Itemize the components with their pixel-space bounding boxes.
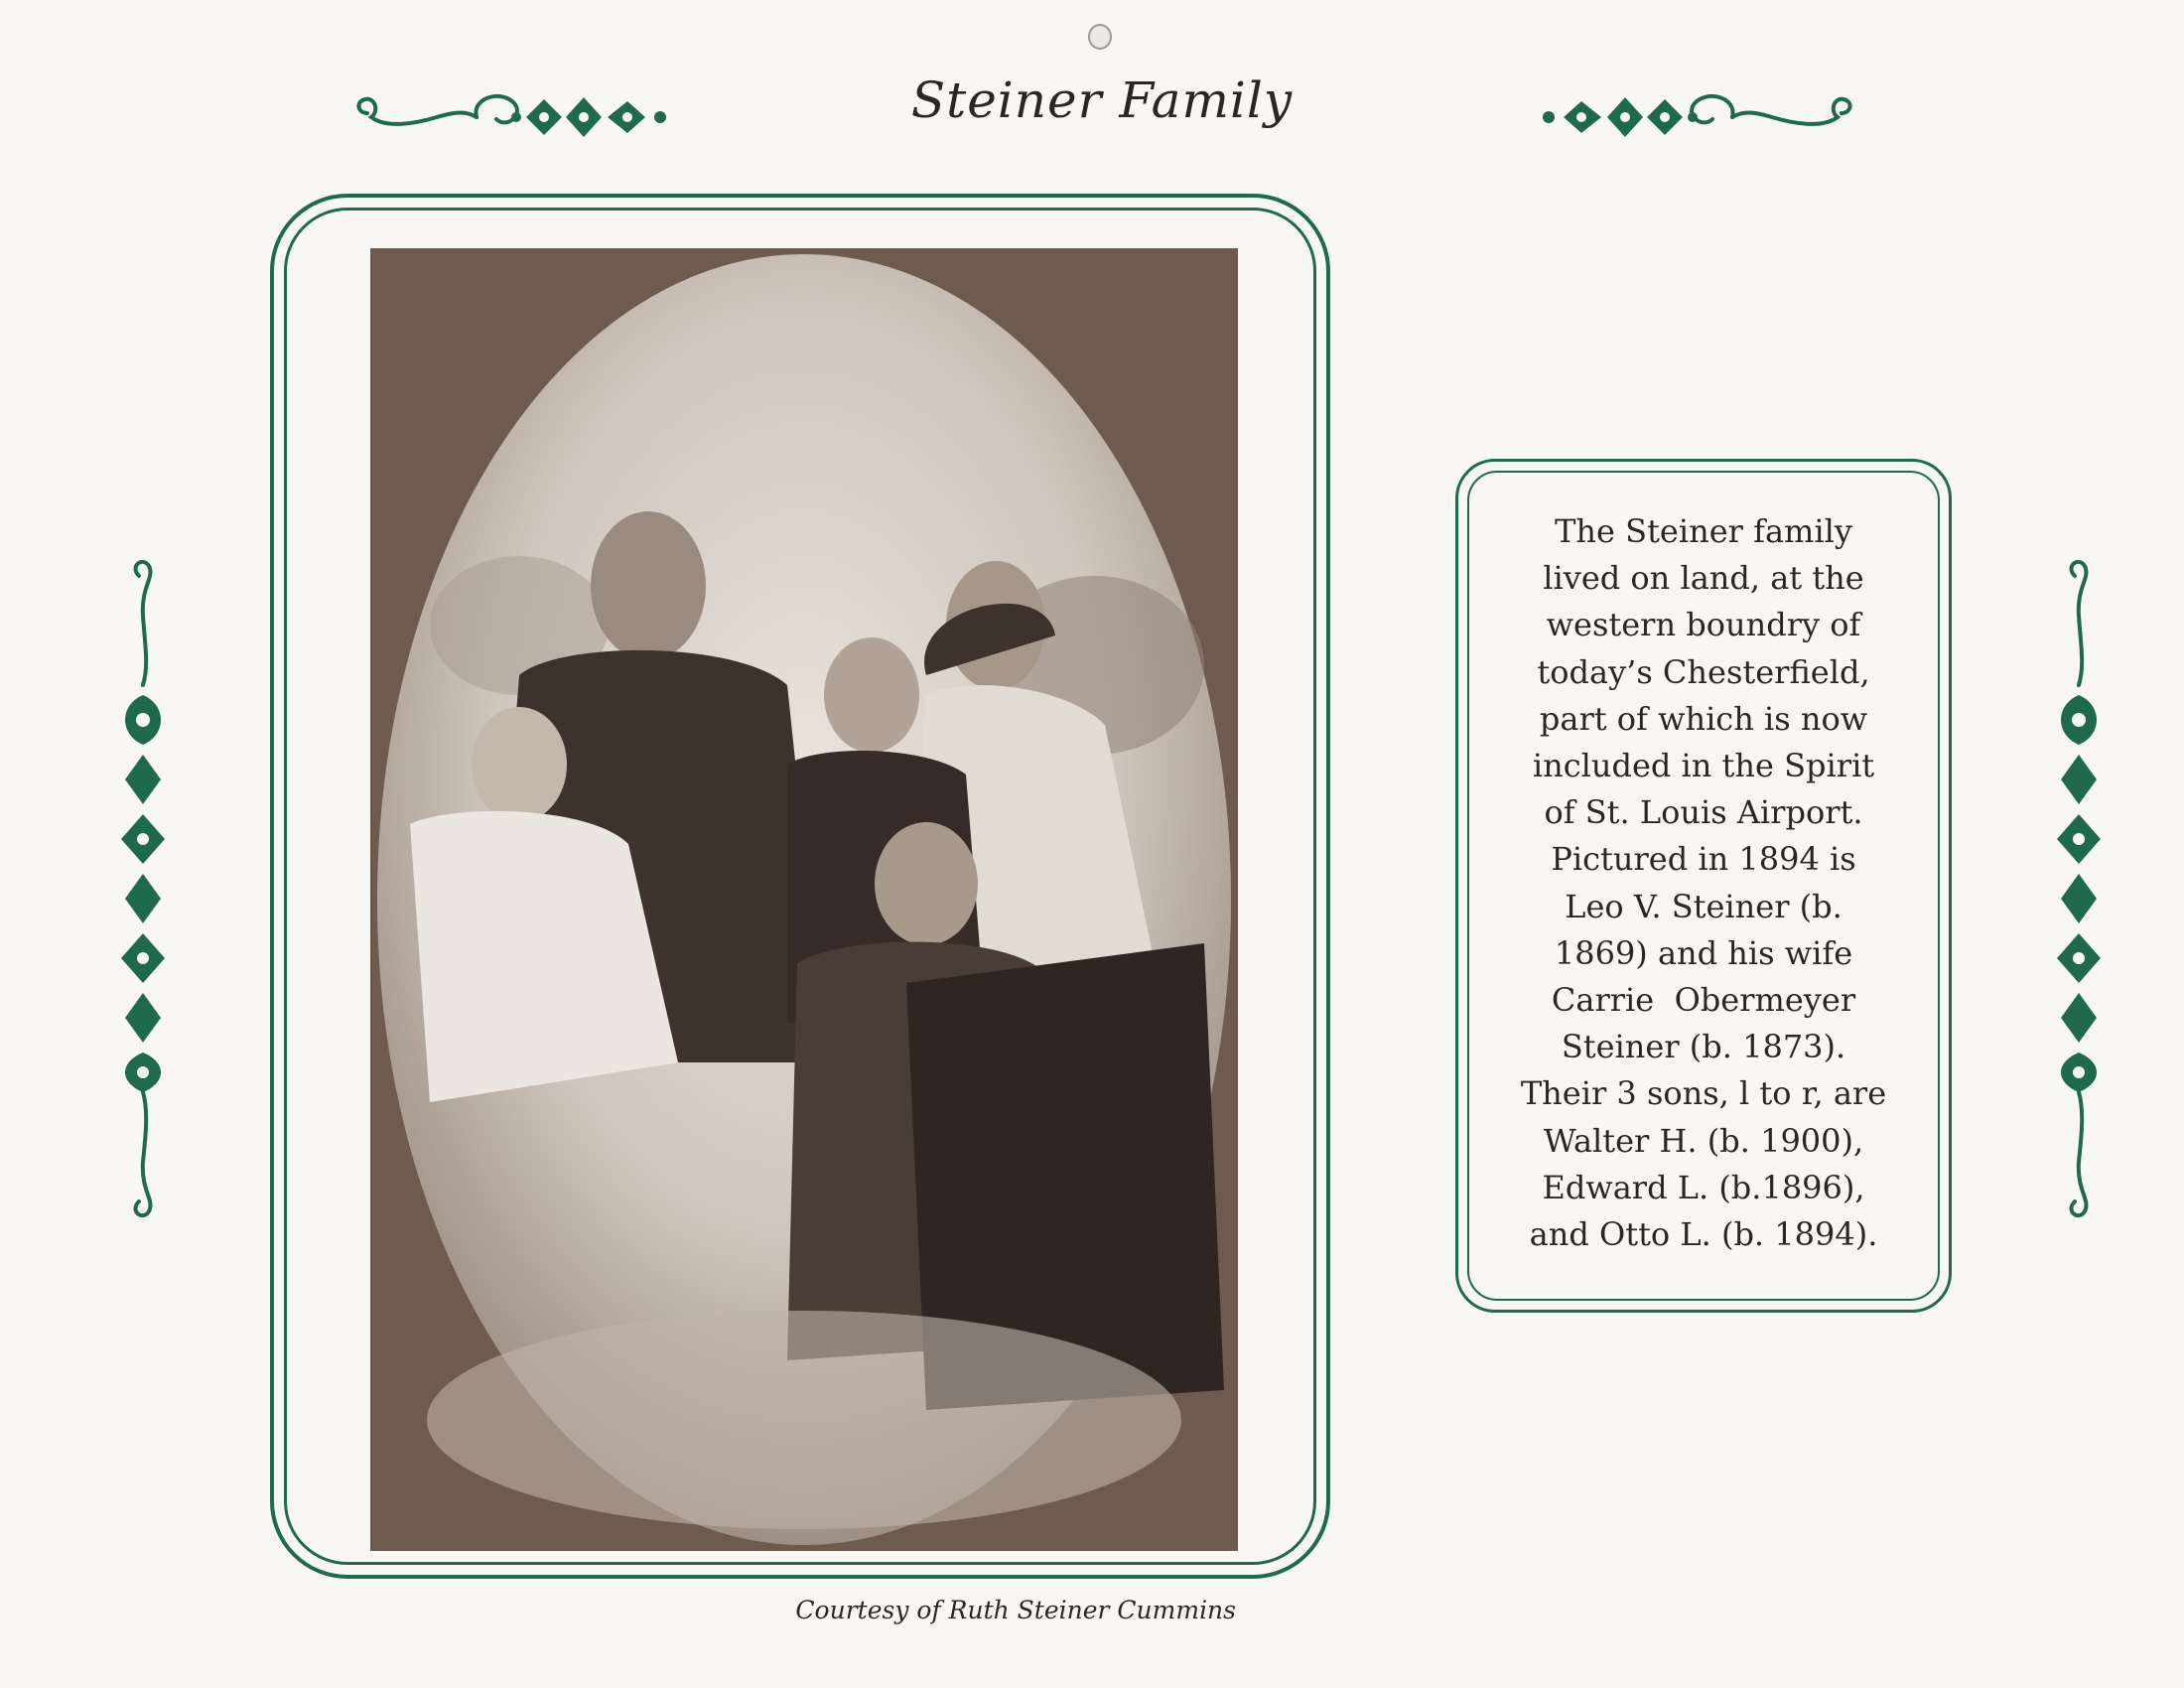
description-line: 1869) and his wife bbox=[1554, 933, 1853, 972]
description-line: Their 3 sons, l to r, are bbox=[1520, 1074, 1887, 1113]
description-line: Carrie Obermeyer bbox=[1551, 981, 1856, 1020]
description-line: today’s Chesterfield, bbox=[1537, 652, 1870, 691]
description-line: Leo V. Steiner (b. bbox=[1565, 887, 1843, 925]
description-line: western boundry of bbox=[1546, 606, 1861, 644]
top-right-scroll-ornament-icon bbox=[1524, 81, 1861, 151]
left-vertical-scroll-ornament-icon bbox=[99, 556, 189, 1221]
family-portrait-photo bbox=[370, 248, 1238, 1551]
description-line: and Otto L. (b. 1894). bbox=[1529, 1215, 1878, 1254]
description-line: included in the Spirit bbox=[1532, 747, 1875, 785]
family-description bbox=[1479, 508, 1928, 1258]
photo-credit-caption: Courtesy of Ruth Steiner Cummins bbox=[795, 1596, 1236, 1624]
page-title: Steiner Family bbox=[910, 71, 1294, 129]
description-line: Edward L. (b.1896), bbox=[1542, 1168, 1865, 1206]
top-left-scroll-ornament-icon bbox=[347, 81, 685, 151]
description-line: part of which is now bbox=[1539, 699, 1868, 738]
binder-hole bbox=[1088, 24, 1112, 50]
right-vertical-scroll-ornament-icon bbox=[2035, 556, 2124, 1221]
description-line: Walter H. (b. 1900), bbox=[1543, 1121, 1864, 1160]
description-line: Pictured in 1894 is bbox=[1551, 840, 1856, 879]
description-line: Steiner (b. 1873). bbox=[1561, 1028, 1846, 1066]
description-line: of St. Louis Airport. bbox=[1544, 793, 1863, 832]
description-line: The Steiner family bbox=[1555, 512, 1852, 550]
description-line: lived on land, at the bbox=[1543, 559, 1864, 598]
